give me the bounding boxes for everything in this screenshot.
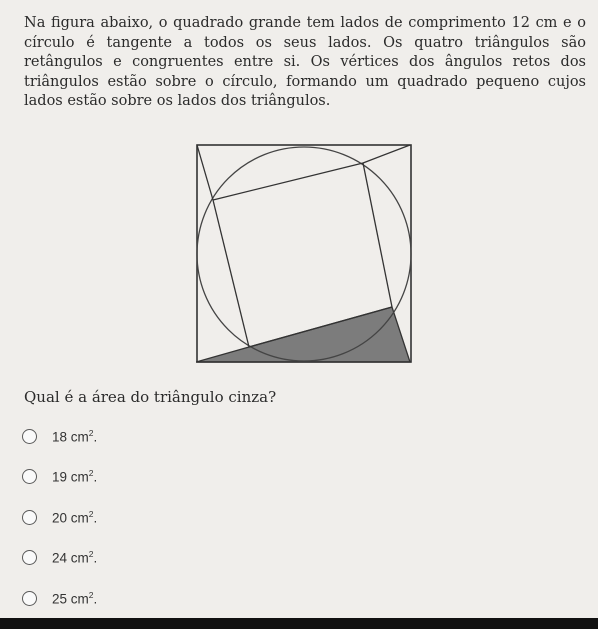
photo-bottom-edge <box>0 618 598 629</box>
radio-button[interactable] <box>22 510 37 525</box>
problem-statement: Na figura abaixo, o quadrado grande tem lados de comprimento 12 cm e o círculo é tangente a todos os seus lados. Os quatro triângulos são retângulos e congruentes entre si. Os vértices dos ângulos retos dos triângulos estão sobre o círculo, formando um quadrado pequeno cujos lados estão sobre os lados dos triângulos. <box>24 15 586 109</box>
triangle-top-leg <box>213 163 363 200</box>
triangle-left-leg <box>197 145 213 200</box>
triangle-top-short <box>363 145 410 163</box>
triangle-left-hyp <box>213 200 249 347</box>
option-1[interactable] <box>22 423 97 449</box>
option-label: 20 $cm^2$. <box>52 508 98 526</box>
geometry-figure <box>196 144 416 370</box>
answer-options <box>22 423 97 626</box>
radio-button[interactable] <box>22 469 37 484</box>
triangle-right-leg <box>363 163 392 307</box>
option-label: 19 $cm^2$. <box>52 468 98 485</box>
question-text: Qual é a área do triângulo cinza? <box>24 388 277 406</box>
square-circle-triangles-diagram <box>196 144 416 366</box>
radio-button[interactable] <box>22 550 37 565</box>
radio-button[interactable] <box>22 591 37 606</box>
option-5[interactable] <box>22 585 97 611</box>
option-4[interactable] <box>22 545 97 571</box>
option-2[interactable] <box>22 464 97 490</box>
gray-triangle <box>196 307 410 362</box>
option-3[interactable] <box>22 504 97 530</box>
option-label: 18 $cm^2$. <box>52 427 98 445</box>
option-label: 25 $cm^2$. <box>52 589 98 607</box>
radio-button[interactable] <box>22 429 37 444</box>
option-label: 24 $cm^2$. <box>52 549 98 566</box>
